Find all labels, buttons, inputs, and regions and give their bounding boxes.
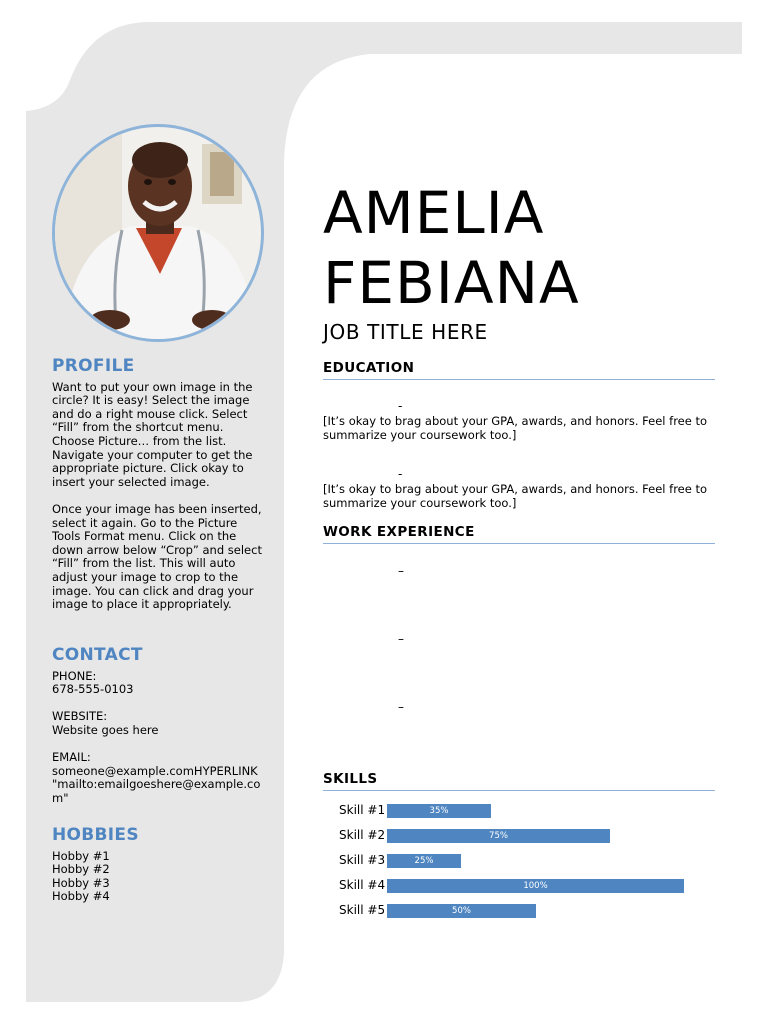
profile-line: image. You can click and drag your [52, 583, 254, 598]
website-value[interactable]: Website goes here [52, 722, 159, 737]
skill-name: Skill #5 [339, 903, 386, 917]
full-name [323, 178, 580, 318]
work-experience-heading: WORK EXPERIENCE [323, 524, 715, 544]
education-entry [323, 414, 718, 442]
skill-name: Skill #1 [339, 803, 386, 817]
profile-line: adjust your image to crop to the [52, 569, 239, 584]
profile-line: select it again. Go to the Picture [52, 515, 238, 530]
skill-name: Skill #4 [339, 878, 386, 892]
hobbies-heading: HOBBIES [52, 825, 139, 845]
skill-bar: 100% [387, 879, 684, 893]
skill-bar: 75% [387, 829, 610, 843]
profile-line: “Fill” from the list. This will auto [52, 556, 236, 571]
profile-line: image to place it appropriately. [52, 597, 232, 612]
first-name: AMELIA [323, 179, 545, 247]
work-entry-dash: – [398, 564, 404, 578]
profile-line: Tools Format menu. Click on the [52, 529, 237, 544]
education-heading: EDUCATION [323, 360, 715, 380]
email-value[interactable]: someone@example.comHYPERLINK [52, 763, 258, 778]
contact-heading: CONTACT [52, 645, 143, 665]
profile-line: appropriate picture. Click okay to [52, 461, 244, 476]
last-name: FEBIANA [323, 249, 580, 317]
profile-line: Choose Picture… from the list. [52, 433, 227, 448]
work-entry-dash: – [398, 632, 404, 646]
profile-line: “Fill” from the shortcut menu. [52, 420, 224, 435]
skill-name: Skill #2 [339, 828, 386, 842]
skill-bar: 25% [387, 854, 461, 868]
education-line: [It’s okay to brag about your GPA, awards, and honors. Feel free to [323, 414, 708, 428]
profile-line: and do a right mouse click. Select [52, 406, 248, 421]
profile-text-2 [52, 503, 267, 612]
email-value[interactable]: m" [52, 790, 69, 805]
website-label: WEBSITE: [52, 709, 108, 724]
profile-section [52, 356, 267, 612]
education-entry [323, 482, 718, 510]
hobby-item: Hobby #4 [52, 889, 110, 904]
profile-heading: PROFILE [52, 356, 135, 376]
skill-bar: 35% [387, 804, 491, 818]
phone-value: 678-555-0103 [52, 682, 134, 697]
education-line: summarize your coursework too.] [323, 496, 517, 510]
hobbies-section [52, 825, 267, 904]
hobby-item: Hobby #1 [52, 848, 110, 863]
work-entry-dash: – [398, 700, 404, 714]
hobby-item: Hobby #2 [52, 862, 110, 877]
profile-line: Once your image has been inserted, [52, 501, 262, 516]
profile-line: insert your selected image. [52, 474, 210, 489]
email-value[interactable]: "mailto:emailgoeshere@example.co [52, 777, 261, 792]
education-line: summarize your coursework too.] [323, 428, 517, 442]
skill-bar: 50% [387, 904, 536, 918]
email-label: EMAIL: [52, 750, 91, 765]
profile-line: down arrow below “Crop” and select [52, 542, 262, 557]
profile-line: Navigate your computer to get the [52, 447, 253, 462]
job-title: JOB TITLE HERE [323, 320, 488, 344]
profile-line: Want to put your own image in the [52, 379, 253, 394]
hobby-item: Hobby #3 [52, 875, 110, 890]
education-entry-dash: - [398, 399, 403, 413]
education-entry-dash: - [398, 467, 403, 481]
education-line: [It’s okay to brag about your GPA, awards, and honors. Feel free to [323, 482, 708, 496]
skills-heading: SKILLS [323, 771, 715, 791]
profile-text-1 [52, 381, 267, 490]
profile-line: circle? It is easy! Select the image [52, 393, 250, 408]
contact-section [52, 645, 267, 806]
skill-name: Skill #3 [339, 853, 386, 867]
phone-label: PHONE: [52, 668, 97, 683]
profile-photo[interactable] [52, 124, 264, 342]
